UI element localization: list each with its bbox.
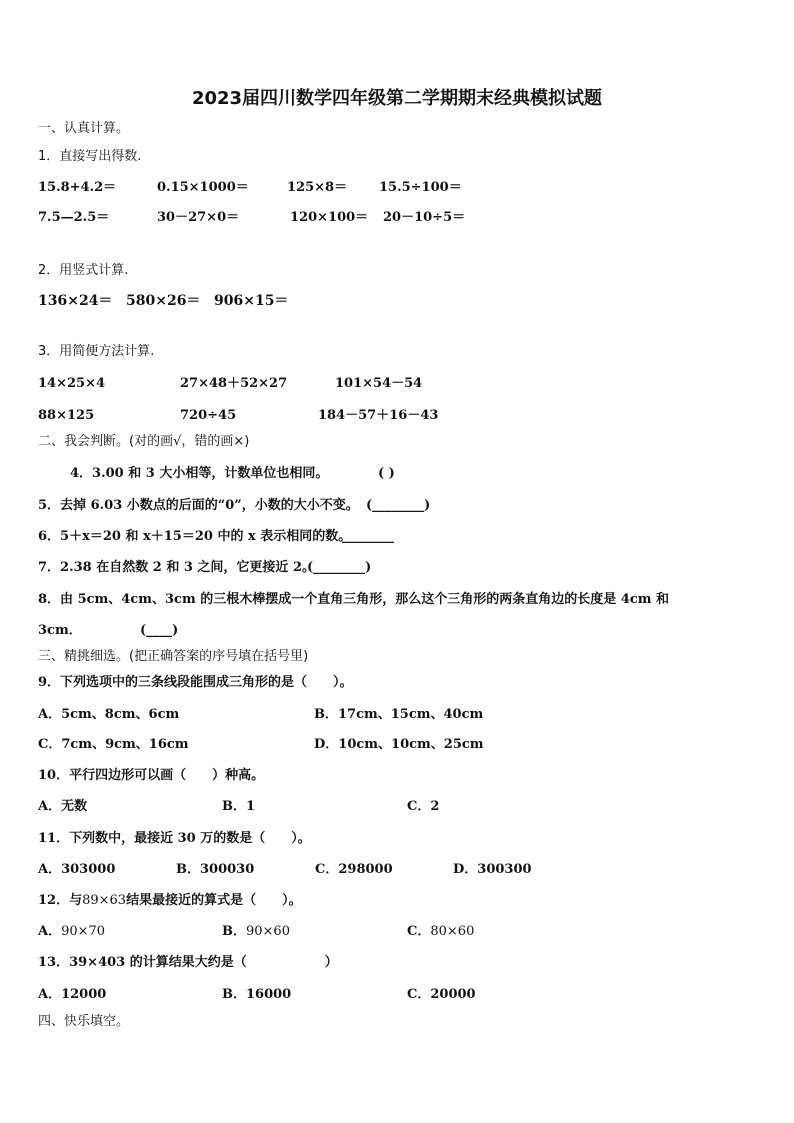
q8-text: 8．由 5cm、4cm、3cm 的三根木棒摆成一个直角三角形，那么这个三角形的两条直角边的长度是 4cm 和 [38, 592, 670, 607]
q11-option-a[interactable]: A．303000 [38, 862, 116, 877]
q13-option-b[interactable]: B．16000 [222, 987, 292, 1002]
q10-text: 10．平行四边形可以画（ ）种高。 [38, 768, 265, 783]
q1-item: 30－27×0＝ [157, 210, 240, 225]
q13-option-a[interactable]: A．12000 [38, 987, 107, 1002]
q3-item: 27×48＋52×27 [180, 376, 288, 391]
q9-option-a[interactable]: A．5cm、8cm、6cm [38, 707, 180, 722]
q3-item: 14×25×4 [38, 376, 106, 391]
q1-item: 15.8+4.2＝ [38, 180, 117, 195]
q12-option-expression: 80×60 [430, 924, 475, 939]
q4-text: 4．3.00 和 3 大小相等，计数单位也相同。 [70, 466, 329, 481]
q12-option-label: A． [38, 924, 62, 939]
q6-text: 6．5＋x＝20 和 x＋15＝20 中的 x 表示相同的数。 [38, 529, 352, 544]
q3-item: 184－57＋16－43 [318, 408, 439, 423]
q13-text: 13．39×403 的计算结果大约是（ ） [38, 955, 338, 970]
q2-item: 580×26＝ [126, 293, 201, 309]
q11-option-b[interactable]: B．300030 [176, 862, 255, 877]
q12-option-c[interactable] [407, 924, 474, 940]
q2-label: 2．用竖式计算. [38, 263, 129, 278]
q12-option-expression: 90×70 [61, 924, 106, 939]
page-title: 2023届四川数学四年级第二学期期末经典模拟试题 [191, 88, 603, 109]
q7-text: 7．2.38 在自然数 2 和 3 之间，它更接近 2。 [38, 560, 315, 575]
q5-text: 5．去掉 6.03 小数点的后面的“0”，小数的大小不变。 [38, 498, 359, 513]
q11-option-d[interactable]: D．300300 [453, 862, 532, 877]
q1-item: 7.5—2.5＝ [38, 210, 110, 225]
q10-option-a[interactable]: A．无数 [38, 799, 88, 814]
q12-option-b[interactable] [222, 924, 290, 940]
q8-text-line2: 3cm． [38, 623, 82, 638]
q11-option-c[interactable]: C．298000 [315, 862, 393, 877]
q1-item: 120×100＝ [290, 210, 369, 225]
q10-option-c[interactable]: C．2 [407, 799, 440, 814]
section-4-heading: 四、快乐填空。 [38, 1014, 130, 1029]
q12-expression: 89×63 [82, 893, 127, 908]
q3-item: 101×54－54 [335, 376, 423, 391]
q2-item: 906×15＝ [214, 293, 289, 309]
q12-option-label: B． [222, 924, 246, 939]
section-1-heading: 一、认真计算。 [38, 121, 130, 136]
q2-item: 136×24＝ [38, 293, 113, 309]
q10-option-b[interactable]: B．1 [222, 799, 256, 814]
q6-blank[interactable]: ________ [342, 529, 394, 544]
q12-option-expression: 90×60 [246, 924, 290, 939]
q3-label: 3．用简便方法计算. [38, 344, 155, 359]
q13-option-c[interactable]: C．20000 [407, 987, 476, 1002]
q9-text: 9．下列选项中的三条线段能围成三角形的是（ ）。 [38, 675, 353, 690]
q4-blank[interactable]: ( ) [378, 466, 395, 481]
q1-item: 20－10÷5＝ [383, 210, 466, 225]
q9-option-b[interactable]: B．17cm、15cm、40cm [314, 707, 484, 722]
section-2-heading: 二、我会判断。(对的画√，错的画×) [38, 434, 250, 449]
q1-item: 0.15×1000＝ [157, 180, 249, 195]
q9-option-d[interactable]: D．10cm、10cm、25cm [314, 737, 484, 752]
q11-text: 11．下列数中，最接近 30 万的数是（ ）。 [38, 831, 311, 846]
q5-blank[interactable]: (________) [366, 498, 431, 513]
q8-blank[interactable]: (____) [140, 623, 179, 638]
q7-blank[interactable]: (________) [307, 560, 372, 575]
q9-option-c[interactable]: C．7cm、9cm、16cm [38, 737, 189, 752]
q1-item: 125×8＝ [287, 180, 348, 195]
q12-option-a[interactable] [38, 924, 105, 940]
q3-item: 88×125 [38, 408, 95, 423]
q12-text [38, 893, 302, 909]
section-3-heading: 三、精挑细选。(把正确答案的序号填在括号里) [38, 649, 309, 664]
q1-label: 1．直接写出得数. [38, 149, 142, 164]
q1-item: 15.5÷100＝ [379, 180, 462, 195]
q3-item: 720÷45 [180, 408, 237, 423]
q12-text-prefix: 12．与 [38, 893, 83, 908]
q12-option-label: C． [407, 924, 431, 939]
q12-text-suffix: 结果最接近的算式是（ ）。 [126, 893, 302, 908]
